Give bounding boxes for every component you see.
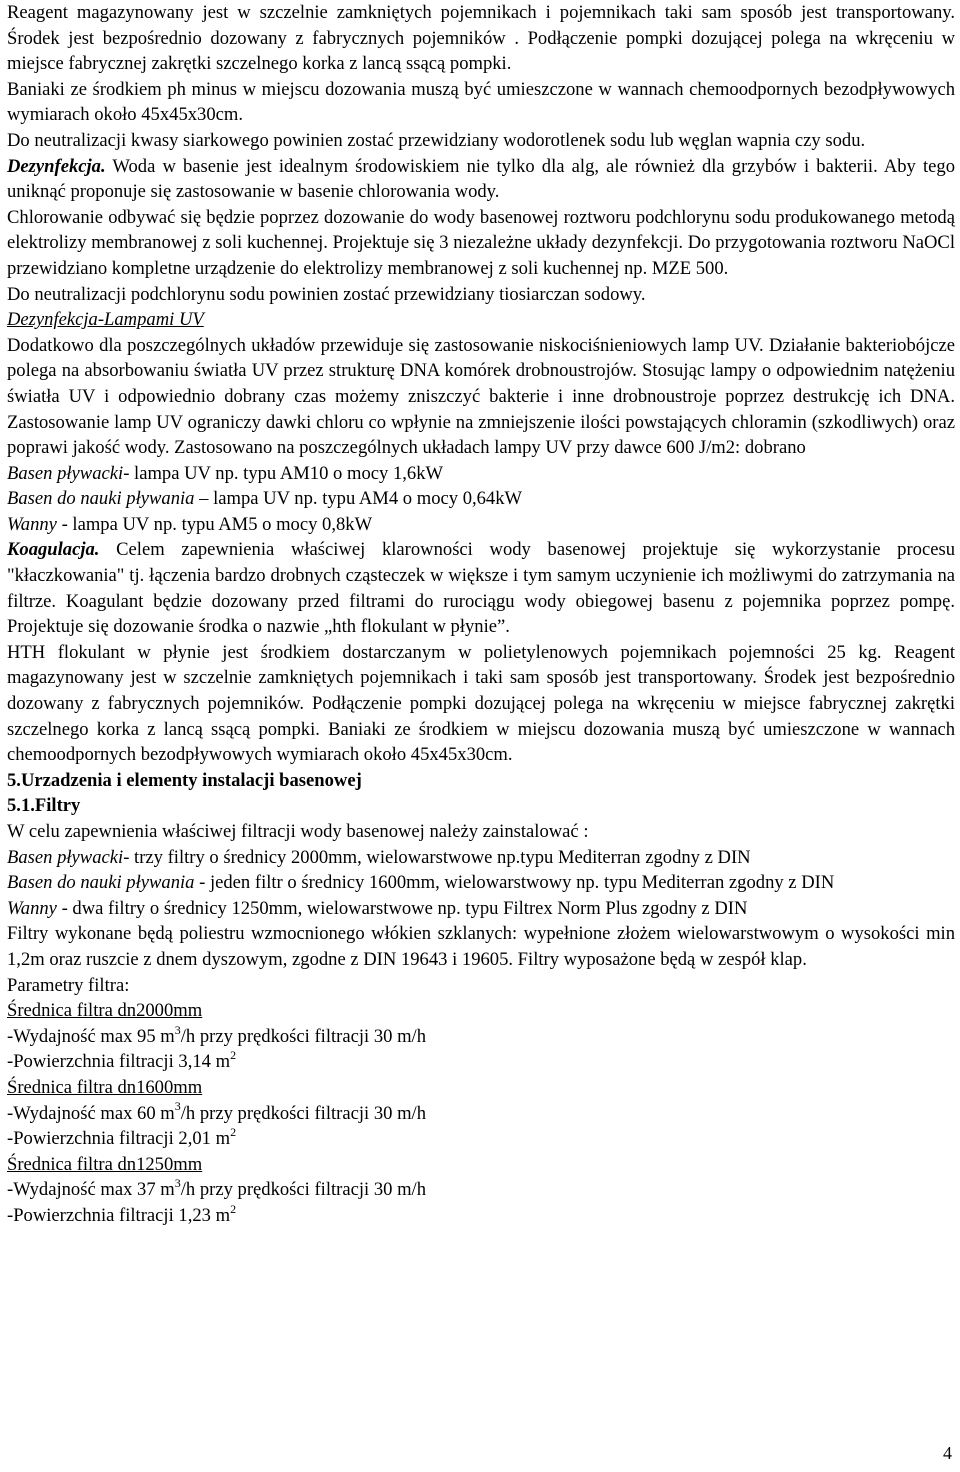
uv-item-label: Basen pływacki	[7, 462, 124, 484]
document-body	[7, 0, 955, 1229]
section-heading: 5.Urzadzenia i elementy instalacji basenowej	[7, 769, 362, 791]
superscript: 2	[230, 1048, 237, 1063]
capacity-text: -Wydajność max 60 m	[7, 1102, 175, 1124]
paragraph-neutralization-acid: Do neutralizacji kwasy siarkowego powinien zostać przewidziany wodorotlenek sodu lub węglan wapnia czy sodu.	[7, 129, 866, 151]
area-text: -Powierzchnia filtracji 1,23 m	[7, 1204, 231, 1226]
disinfection-text-b: Aby tego uniknąć proponuje się zastosowanie w basenie chlorowania wody.	[7, 155, 955, 203]
coagulation-text: Celem zapewnienia właściwej klarowności wody basenowej projektuje się wykorzystanie procesu "kłaczkowania" tj. łączenia bardzo drobnych cząsteczek w większe i tym samym uczynienie ich możliwymi do zatrzymania na filtrze. Koagulant będzie dozowany przed filtrami do rurociągu wody obiegowej basenu z pojemnika poprzez pompę. Projektuje się dozowanie środka o nazwie „hth flokulant w płynie”.	[7, 539, 955, 638]
paragraph-hth: HTH flokulant w płynie jest środkiem dostarczanym w polietylenowych pojemnikach pojemności 25 kg. Reagent magazynowany jest w szczelnie zamkniętych pojemnikach i taki sam sposób jest transportowany. Środek jest bezpośrednio dozowany z fabrycznych pojemników. Podłączenie pompki dozującej polega na wkręceniu w miejsce fabrycznej zakrętki szczelnego korka z lancą ssącą pompki. Baniaki ze środkiem w miejscu dozowania muszą być umieszczone w wannach chemoodpornych bezodpływowych wymiarach około 45x45x30cm.	[7, 641, 955, 766]
uv-item-text: - lampa UV np. typu AM5 o mocy 0,8kW	[56, 513, 373, 535]
uv-item-label: Basen do nauki pływania	[7, 488, 195, 510]
filter-item-text: - jeden filtr o średnicy 1600mm, wielowarstwowy np. typu Mediterran zgodny z DIN	[194, 872, 835, 894]
paragraph-uv: Dodatkowo dla poszczególnych układów przewiduje się zastosowanie niskociśnieniowych lamp UV. Działanie bakteriobójcze polega na absorbowaniu światła UV przez strukturę DNA komórek drobnoustrojów. Stosując lampy o odpowiednim natężeniu światła UV i odpowiednio dobrany czas możemy zniszczyć bakterie i inne drobnoustroje poprzez destrukcję ich DNA. Zastosowanie lamp UV ograniczy dawki chloru co wpłynie na zmniejszenie ilości powstających chloramin (szkodliwych) oraz poprawi jakość wody. Zastosowano na poszczególnych układach lampy UV przy dawce 600 J/m2: dobrano	[7, 334, 955, 459]
paragraph-neutralization-hypochlorite: Do neutralizacji podchlorynu sodu powinien zostać przewidziany tiosiarczan sodowy.	[7, 283, 646, 305]
filter-item-text: - trzy filtry o średnicy 2000mm, wielowarstwowe np.typu Mediterran zgodny z DIN	[123, 846, 751, 868]
uv-item-text: - lampa UV np. typu AM10 o mocy 1,6kW	[123, 462, 444, 484]
paragraph-disinfection	[7, 154, 955, 205]
filter-item-text: - dwa filtry o średnicy 1250mm, wielowarstwowe np. typu Filtrex Norm Plus zgodny z DIN	[56, 897, 748, 919]
page-number: 4	[943, 1443, 952, 1463]
paragraph-filters-description: Filtry wykonane będą poliestru wzmocnionego włókien szklanych: wypełnione złożem wielowarstwowym o wysokości min 1,2m oraz ruszcie z dnem dyszowym, zgodne z DIN 19643 i 19605. Filtry wyposażone będą w zespół klap.	[7, 923, 955, 970]
area-text: -Powierzchnia filtracji 2,01 m	[7, 1128, 231, 1150]
params-title: Parametry filtra:	[7, 974, 130, 996]
filter-item-label: Wanny	[7, 897, 57, 919]
uv-item-wanny	[7, 512, 955, 538]
filter-item-wanny	[7, 896, 955, 922]
paragraph-chlorination: Chlorowanie odbywać się będzie poprzez dozowanie do wody basenowej roztworu podchlorynu sodu produkowanego metodą elektrolizy membranowej z soli kuchennej. Projektuje się 3 niezależne układy dezynfekcji. Do przygotowania roztworu NaOCl przewidziano kompletne urządzenie do elektrolizy membranowej z soli kuchennej np. MZE 500.	[7, 206, 955, 279]
uv-item-basen-nauki	[7, 486, 955, 512]
filter-dn1600-title: Średnica filtra dn1600mm	[7, 1076, 203, 1098]
uv-item-label: Wanny	[7, 513, 57, 535]
filter-item-label: Basen pływacki	[7, 846, 124, 868]
filter-dn1250-title: Średnica filtra dn1250mm	[7, 1153, 203, 1175]
superscript: 2	[230, 1124, 237, 1139]
capacity-text: /h przy prędkości filtracji 30 m/h	[180, 1025, 427, 1047]
superscript: 2	[230, 1201, 237, 1216]
filter-dn1600-capacity	[7, 1101, 955, 1127]
filter-dn1250-capacity	[7, 1177, 955, 1203]
superscript: 3	[174, 1022, 181, 1037]
capacity-text: /h przy prędkości filtracji 30 m/h	[180, 1102, 427, 1124]
capacity-text: -Wydajność max 37 m	[7, 1179, 175, 1201]
filter-item-label: Basen do nauki pływania	[7, 872, 195, 894]
paragraph-baniaki: Baniaki ze środkiem ph minus w miejscu dozowania muszą być umieszczone w wannach chemoodpornych bezodpływowych wymiarach około 45x45x30cm.	[7, 78, 955, 126]
filter-dn2000-capacity	[7, 1024, 955, 1050]
superscript: 3	[174, 1176, 181, 1191]
paragraph-coagulation	[7, 537, 955, 639]
filters-intro: W celu zapewnienia właściwej filtracji wody basenowej należy zainstalować :	[7, 821, 589, 842]
capacity-text: -Wydajność max 95 m	[7, 1025, 175, 1047]
subsection-heading: 5.1.Filtry	[7, 795, 81, 817]
uv-item-basen-plywacki	[7, 461, 955, 487]
filter-dn1600-area	[7, 1126, 955, 1152]
paragraph-reagent-storage: Reagent magazynowany jest w szczelnie zamkniętych pojemnikach i pojemnikach taki sam sposób jest transportowany. Środek jest bezpośrednio dozowany z fabrycznych pojemników . Podłączenie pompki dozującej polega na wkręceniu w miejsce fabrycznej zakrętki szczelnego korka z lancą ssącą pompki.	[7, 2, 955, 75]
uv-heading: Dezynfekcja-Lampami UV	[7, 309, 204, 331]
filter-item-basen-plywacki	[7, 845, 955, 871]
disinfection-heading: Dezynfekcja.	[7, 155, 106, 177]
coagulation-heading: Koagulacja.	[7, 539, 100, 561]
filter-dn1250-area	[7, 1203, 955, 1229]
filter-dn2000-area	[7, 1049, 955, 1075]
capacity-text: /h przy prędkości filtracji 30 m/h	[180, 1179, 427, 1201]
uv-item-text: – lampa UV np. typu AM4 o mocy 0,64kW	[194, 488, 523, 510]
superscript: 3	[174, 1099, 181, 1114]
filter-item-basen-nauki	[7, 870, 955, 896]
disinfection-text-a: Woda w basenie jest idealnym środowiskiem nie tylko dla alg, ale również dla grzybów i bakterii.	[105, 155, 878, 177]
filter-dn2000-title: Średnica filtra dn2000mm	[7, 1000, 203, 1022]
area-text: -Powierzchnia filtracji 3,14 m	[7, 1051, 231, 1073]
